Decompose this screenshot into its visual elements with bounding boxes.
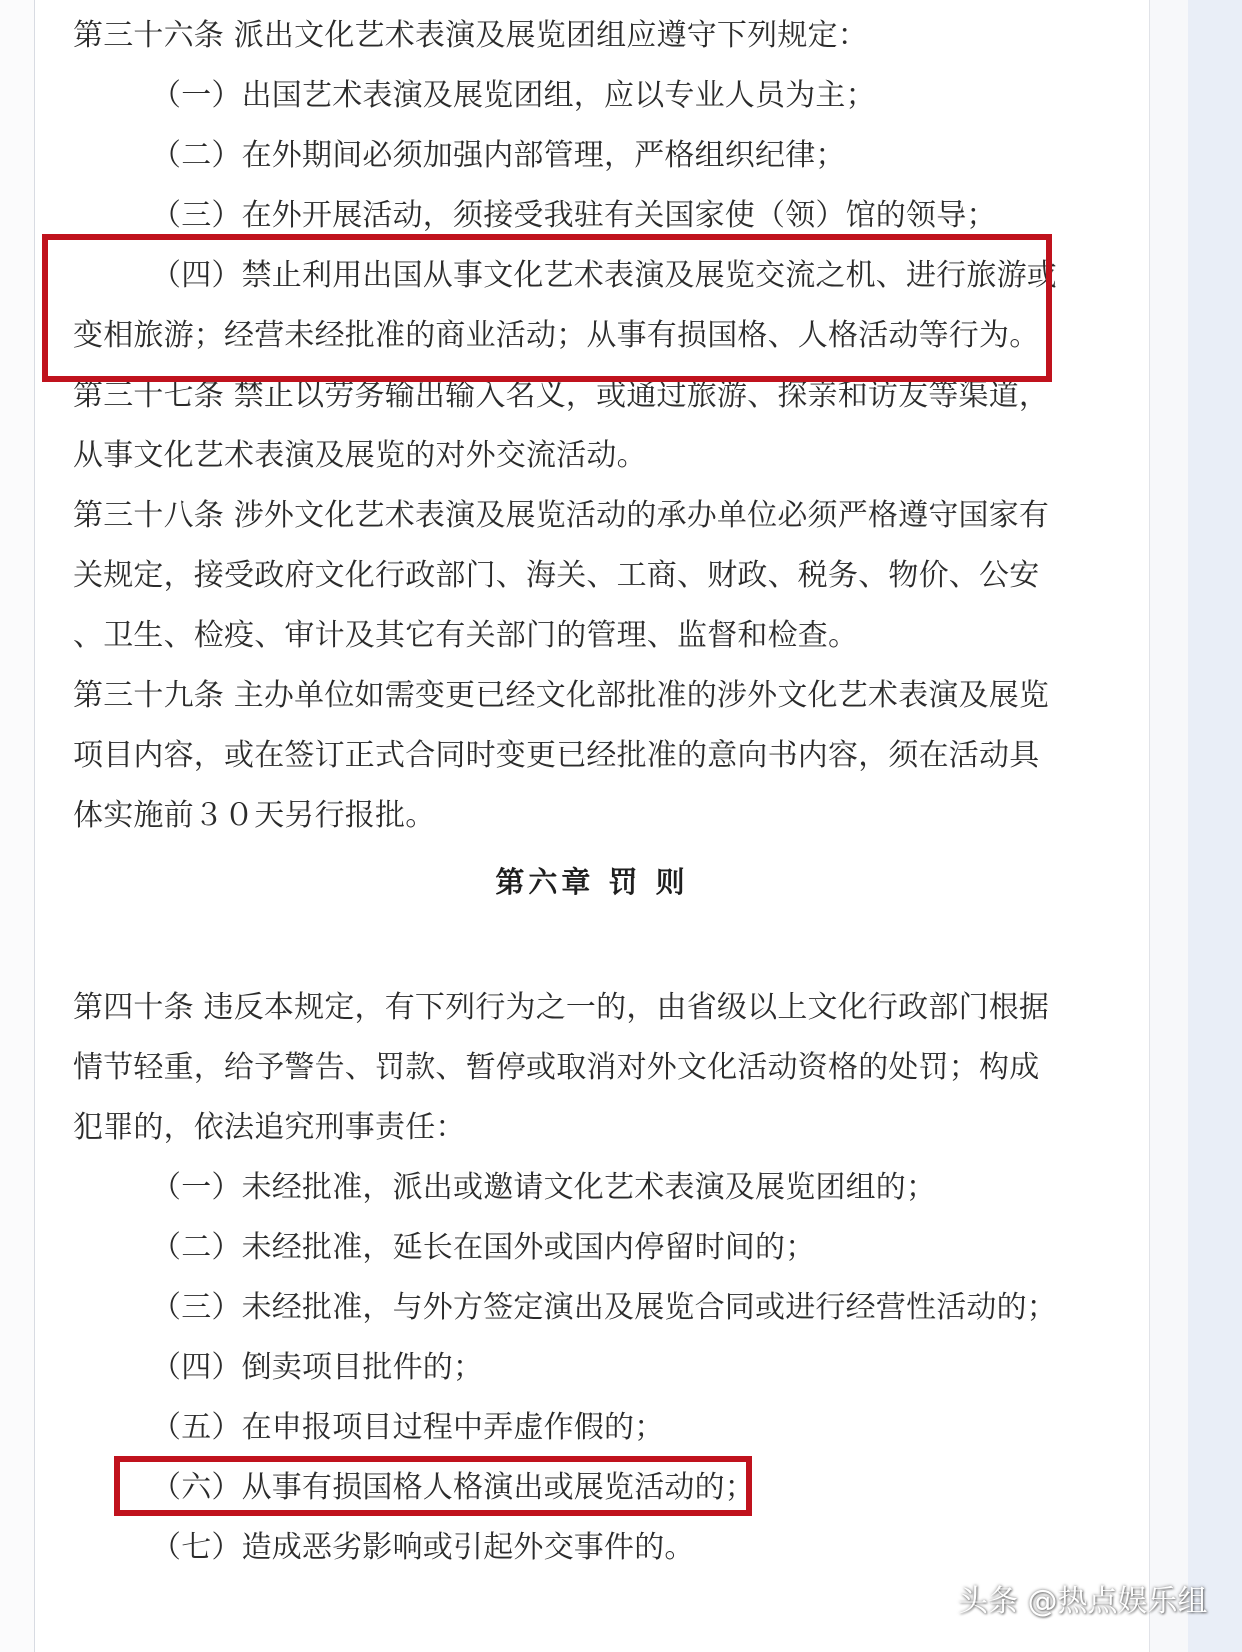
article-40-line-2: 情节轻重，给予警告、罚款、暂停或取消对外文化活动资格的处罚；构成 xyxy=(73,1050,1040,1085)
article-38-line-3: 、卫生、检疫、审计及其它有关部门的管理、监督和检查。 xyxy=(73,618,859,653)
article-40-item-2: （二）未经批准，延长在国外或国内停留时间的； xyxy=(151,1230,816,1265)
article-36-item-2: （二）在外期间必须加强内部管理，严格组织纪律； xyxy=(151,138,846,173)
article-38-line-2: 关规定，接受政府文化行政部门、海关、工商、财政、税务、物价、公安 xyxy=(73,558,1040,593)
article-40-item-7: （七）造成恶劣影响或引起外交事件的。 xyxy=(151,1530,695,1565)
article-36-item-1: （一）出国艺术表演及展览团组，应以专业人员为主； xyxy=(151,78,876,113)
article-36-heading: 第三十六条 派出文化艺术表演及展览团组应遵守下列规定： xyxy=(73,18,868,53)
article-38-line-1: 第三十八条 涉外文化艺术表演及展览活动的承办单位必须严格遵守国家有 xyxy=(73,498,1050,533)
right-gutter xyxy=(1150,0,1188,1652)
article-40-item-5: （五）在申报项目过程中弄虚作假的； xyxy=(151,1410,665,1445)
chapter-6-heading: 第六章 罚 则 xyxy=(495,865,689,899)
article-40-item-1: （一）未经批准，派出或邀请文化艺术表演及展览团组的； xyxy=(151,1170,937,1205)
article-40-item-6: （六）从事有损国格人格演出或展览活动的； xyxy=(151,1470,755,1505)
article-40-item-4: （四）倒卖项目批件的； xyxy=(151,1350,484,1385)
article-39-line-2: 项目内容，或在签订正式合同时变更已经批准的意向书内容，须在活动具 xyxy=(73,738,1040,773)
watermark: 头条 @热点娱乐组 xyxy=(958,1584,1208,1619)
article-37-line-2: 从事文化艺术表演及展览的对外交流活动。 xyxy=(73,438,647,473)
highlight-box-article-36-item-4 xyxy=(42,234,1052,382)
article-36-item-3: （三）在外开展活动，须接受我驻有关国家使（领）馆的领导； xyxy=(151,198,997,233)
article-40-line-3: 犯罪的，依法追究刑事责任： xyxy=(73,1110,466,1145)
highlight-box-article-40-item-6 xyxy=(114,1456,752,1516)
article-36-item-4-line-2: 变相旅游；经营未经批准的商业活动；从事有损国格、人格活动等行为。 xyxy=(73,318,1040,353)
article-36-item-4-line-1: （四）禁止利用出国从事文化艺术表演及展览交流之机、进行旅游或 xyxy=(151,258,1057,293)
right-panel xyxy=(1188,0,1242,1652)
document-page xyxy=(35,0,1149,1652)
left-margin xyxy=(0,0,34,1652)
article-37-line-1: 第三十七条 禁止以劳务输出输入名义，或通过旅游、探亲和访友等渠道， xyxy=(73,378,1050,413)
article-40-item-3: （三）未经批准，与外方签定演出及展览合同或进行经营性活动的； xyxy=(151,1290,1057,1325)
article-40-line-1: 第四十条 违反本规定，有下列行为之一的，由省级以上文化行政部门根据 xyxy=(73,990,1050,1025)
article-39-line-3: 体实施前３０天另行报批。 xyxy=(73,798,436,833)
article-39-line-1: 第三十九条 主办单位如需变更已经文化部批准的涉外文化艺术表演及展览 xyxy=(73,678,1050,713)
